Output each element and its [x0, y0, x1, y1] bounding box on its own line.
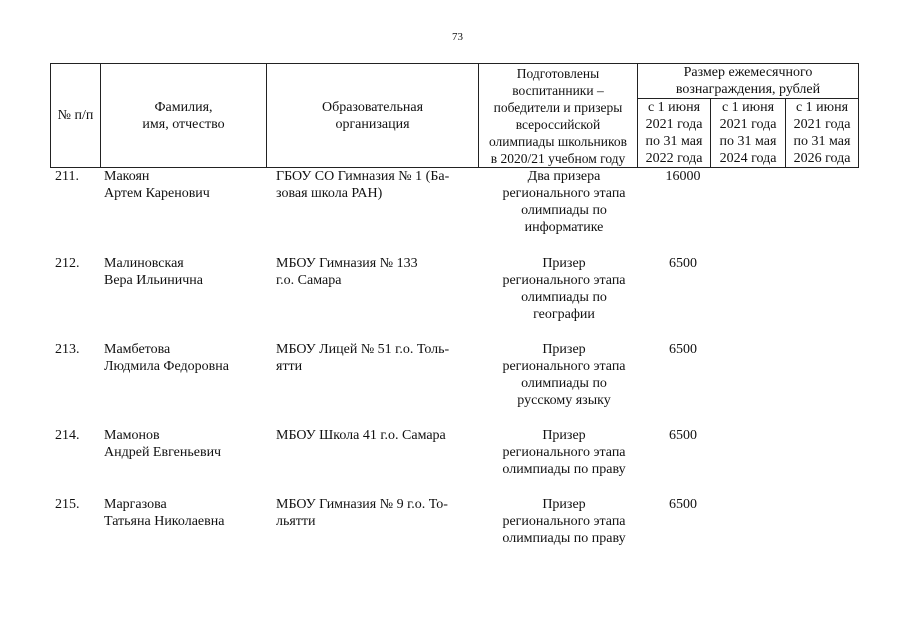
- row-achievement: [488, 255, 640, 323]
- name-line: Мамбетова: [104, 342, 171, 357]
- name-line: Малиновская: [104, 256, 184, 271]
- achievement-line: Два призера: [527, 169, 601, 184]
- row-number: 212.: [55, 256, 80, 271]
- achievement-line: Призер: [542, 428, 586, 443]
- row-amount: 6500: [669, 428, 697, 443]
- header-award-line: Размер ежемесячного: [683, 65, 813, 80]
- achievement-line: географии: [533, 307, 595, 322]
- header-name-line: имя, отчество: [142, 116, 225, 132]
- achievement-line: Призер: [542, 497, 586, 512]
- name-line: Артем Каренович: [104, 186, 210, 201]
- achievement-line: олимпиады по: [521, 290, 607, 305]
- achievement-line: регионального этапа: [502, 514, 626, 529]
- header-achievement-line: в 2020/21 учебном году: [490, 150, 626, 166]
- period-line: по 31 мая: [793, 134, 851, 149]
- row-number: 214.: [55, 428, 80, 443]
- org-line: льятти: [276, 514, 316, 529]
- period-line: с 1 июня: [721, 100, 775, 115]
- achievement-line: информатике: [524, 220, 604, 235]
- row-amount: 6500: [669, 342, 697, 357]
- row-org: [276, 255, 481, 289]
- achievement-line: Призер: [542, 256, 586, 271]
- period-line: 2024 года: [719, 151, 777, 166]
- header-achievement-line: олимпиады школьников: [488, 133, 627, 149]
- period-line: по 31 мая: [719, 134, 777, 149]
- header-achievement-line: всероссийской: [515, 116, 601, 132]
- row-number: 211.: [55, 169, 79, 184]
- org-line: МБОУ Гимназия № 133: [276, 256, 418, 271]
- name-line: Мамонов: [104, 428, 160, 443]
- row-achievement: [488, 496, 640, 547]
- header-achievement-line: воспитанники –: [512, 82, 604, 98]
- row-org: [276, 427, 481, 444]
- achievement-line: регионального этапа: [502, 186, 626, 201]
- row-achievement: [488, 341, 640, 409]
- name-line: Андрей Евгеньевич: [104, 445, 222, 460]
- achievement-line: регионального этапа: [502, 359, 626, 374]
- row-org: [276, 341, 481, 375]
- header-achievement-line: победители и призеры: [493, 99, 623, 115]
- header-org-line: организация: [335, 116, 410, 132]
- period-line: 2022 года: [645, 151, 703, 166]
- row-org: [276, 496, 481, 530]
- row-name: [104, 255, 264, 289]
- name-line: Вера Ильинична: [104, 273, 203, 288]
- org-line: МБОУ Гимназия № 9 г.о. То-: [276, 497, 448, 512]
- org-line: ятти: [276, 359, 303, 374]
- row-amount: 6500: [669, 256, 697, 271]
- achievement-line: регионального этапа: [502, 445, 626, 460]
- achievement-line: русскому языку: [517, 393, 611, 408]
- org-line: ГБОУ СО Гимназия № 1 (Ба-: [276, 169, 450, 184]
- period-line: 2026 года: [793, 151, 851, 166]
- achievement-line: олимпиады по: [521, 376, 607, 391]
- row-name: [104, 496, 264, 530]
- name-line: Татьяна Николаевна: [104, 514, 225, 529]
- row-number: 213.: [55, 342, 80, 357]
- period-line: с 1 июня: [795, 100, 849, 115]
- row-name: [104, 168, 264, 202]
- row-amount: 16000: [665, 169, 701, 184]
- achievement-line: олимпиады по праву: [502, 462, 626, 477]
- period-line: по 31 мая: [645, 134, 703, 149]
- header-award-line: вознаграждения, рублей: [675, 82, 821, 97]
- header-achievement-line: Подготовлены: [516, 65, 600, 81]
- org-line: МБОУ Лицей № 51 г.о. Толь-: [276, 342, 450, 357]
- name-line: Людмила Федоровна: [104, 359, 229, 374]
- row-number: 215.: [55, 497, 80, 512]
- achievement-line: Призер: [542, 342, 586, 357]
- period-line: 2021 года: [645, 117, 703, 132]
- org-line: МБОУ Школа 41 г.о. Самара: [276, 428, 446, 443]
- header-org-line: Образовательная: [321, 99, 424, 115]
- row-name: [104, 427, 264, 461]
- row-achievement: [488, 168, 640, 236]
- period-line: с 1 июня: [647, 100, 701, 115]
- header-name-line: Фамилия,: [154, 99, 213, 115]
- page-number: 73: [452, 31, 463, 43]
- row-name: [104, 341, 264, 375]
- period-line: 2021 года: [793, 117, 851, 132]
- org-line: зовая школа РАН): [276, 186, 383, 201]
- name-line: Макоян: [104, 169, 150, 184]
- row-achievement: [488, 427, 640, 478]
- achievement-line: регионального этапа: [502, 273, 626, 288]
- row-org: [276, 168, 481, 202]
- name-line: Маргазова: [104, 497, 167, 512]
- period-line: 2021 года: [719, 117, 777, 132]
- achievement-line: олимпиады по: [521, 203, 607, 218]
- achievement-line: олимпиады по праву: [502, 531, 626, 546]
- org-line: г.о. Самара: [276, 273, 342, 288]
- header-num: № п/п: [51, 64, 101, 168]
- row-amount: 6500: [669, 497, 697, 512]
